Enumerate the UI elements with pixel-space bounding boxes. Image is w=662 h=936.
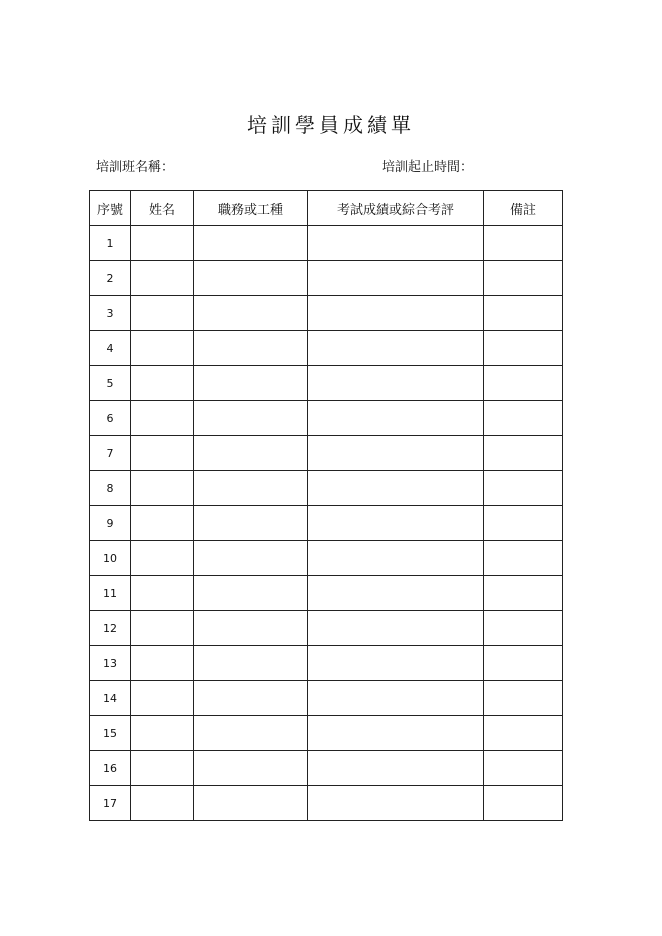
table-body — [90, 226, 563, 821]
name-cell[interactable] — [131, 751, 194, 786]
score-cell[interactable] — [308, 646, 484, 681]
serial-number-cell: 12 — [90, 611, 131, 646]
serial-number-cell: 4 — [90, 331, 131, 366]
header-name: 姓名 — [131, 191, 194, 226]
score-cell[interactable] — [308, 366, 484, 401]
score-cell[interactable] — [308, 506, 484, 541]
serial-number-cell: 1 — [90, 226, 131, 261]
header-score: 考試成績或綜合考評 — [308, 191, 484, 226]
position-cell[interactable] — [194, 471, 308, 506]
position-cell[interactable] — [194, 261, 308, 296]
table-row — [90, 226, 563, 261]
name-cell[interactable] — [131, 611, 194, 646]
serial-number-cell: 3 — [90, 296, 131, 331]
score-cell[interactable] — [308, 576, 484, 611]
serial-number-cell: 11 — [90, 576, 131, 611]
name-cell[interactable] — [131, 646, 194, 681]
table-row — [90, 471, 563, 506]
table-row — [90, 681, 563, 716]
remarks-cell[interactable] — [484, 506, 563, 541]
name-cell[interactable] — [131, 226, 194, 261]
name-cell[interactable] — [131, 506, 194, 541]
score-cell[interactable] — [308, 226, 484, 261]
score-cell[interactable] — [308, 716, 484, 751]
serial-number-cell: 2 — [90, 261, 131, 296]
serial-number-cell: 6 — [90, 401, 131, 436]
position-cell[interactable] — [194, 576, 308, 611]
name-cell[interactable] — [131, 471, 194, 506]
position-cell[interactable] — [194, 506, 308, 541]
table-row — [90, 541, 563, 576]
remarks-cell[interactable] — [484, 541, 563, 576]
score-cell[interactable] — [308, 296, 484, 331]
remarks-cell[interactable] — [484, 261, 563, 296]
remarks-cell[interactable] — [484, 226, 563, 261]
serial-number-cell: 7 — [90, 436, 131, 471]
remarks-cell[interactable] — [484, 296, 563, 331]
training-class-name-label: 培訓班名稱： — [96, 160, 175, 175]
remarks-cell[interactable] — [484, 786, 563, 821]
name-cell[interactable] — [131, 401, 194, 436]
score-cell[interactable] — [308, 261, 484, 296]
remarks-cell[interactable] — [484, 751, 563, 786]
score-cell[interactable] — [308, 436, 484, 471]
position-cell[interactable] — [194, 296, 308, 331]
name-cell[interactable] — [131, 541, 194, 576]
table-row — [90, 576, 563, 611]
score-cell[interactable] — [308, 331, 484, 366]
position-cell[interactable] — [194, 716, 308, 751]
score-cell[interactable] — [308, 786, 484, 821]
serial-number-cell: 16 — [90, 751, 131, 786]
name-cell[interactable] — [131, 366, 194, 401]
position-cell[interactable] — [194, 366, 308, 401]
position-cell[interactable] — [194, 786, 308, 821]
remarks-cell[interactable] — [484, 471, 563, 506]
table-row — [90, 506, 563, 541]
name-cell[interactable] — [131, 786, 194, 821]
remarks-cell[interactable] — [484, 576, 563, 611]
serial-number-cell: 8 — [90, 471, 131, 506]
remarks-cell[interactable] — [484, 401, 563, 436]
position-cell[interactable] — [194, 646, 308, 681]
serial-number-cell: 5 — [90, 366, 131, 401]
grade-table — [89, 190, 563, 821]
remarks-cell[interactable] — [484, 436, 563, 471]
header-position: 職務或工種 — [194, 191, 308, 226]
table-row — [90, 366, 563, 401]
name-cell[interactable] — [131, 576, 194, 611]
table-row — [90, 261, 563, 296]
table-row — [90, 331, 563, 366]
table-row — [90, 611, 563, 646]
serial-number-cell: 15 — [90, 716, 131, 751]
name-cell[interactable] — [131, 436, 194, 471]
remarks-cell[interactable] — [484, 366, 563, 401]
position-cell[interactable] — [194, 681, 308, 716]
table-row — [90, 786, 563, 821]
position-cell[interactable] — [194, 611, 308, 646]
table-row — [90, 296, 563, 331]
name-cell[interactable] — [131, 716, 194, 751]
remarks-cell[interactable] — [484, 646, 563, 681]
position-cell[interactable] — [194, 436, 308, 471]
score-cell[interactable] — [308, 751, 484, 786]
position-cell[interactable] — [194, 401, 308, 436]
table-row — [90, 716, 563, 751]
serial-number-cell: 17 — [90, 786, 131, 821]
remarks-cell[interactable] — [484, 681, 563, 716]
score-cell[interactable] — [308, 401, 484, 436]
position-cell[interactable] — [194, 226, 308, 261]
header-serial-number: 序號 — [90, 191, 131, 226]
header-remarks: 備註 — [484, 191, 563, 226]
serial-number-cell: 10 — [90, 541, 131, 576]
name-cell[interactable] — [131, 331, 194, 366]
table-header-row — [90, 191, 563, 226]
remarks-cell[interactable] — [484, 331, 563, 366]
table-row — [90, 646, 563, 681]
position-cell[interactable] — [194, 331, 308, 366]
document-title: 培訓學員成績單 — [247, 113, 415, 137]
score-cell[interactable] — [308, 471, 484, 506]
training-period-label: 培訓起止時間： — [382, 160, 474, 175]
serial-number-cell: 9 — [90, 506, 131, 541]
serial-number-cell: 14 — [90, 681, 131, 716]
name-cell[interactable] — [131, 261, 194, 296]
table-row — [90, 401, 563, 436]
table-row — [90, 751, 563, 786]
serial-number-cell: 13 — [90, 646, 131, 681]
position-cell[interactable] — [194, 751, 308, 786]
score-cell[interactable] — [308, 611, 484, 646]
name-cell[interactable] — [131, 296, 194, 331]
score-cell[interactable] — [308, 541, 484, 576]
remarks-cell[interactable] — [484, 611, 563, 646]
remarks-cell[interactable] — [484, 716, 563, 751]
score-cell[interactable] — [308, 681, 484, 716]
name-cell[interactable] — [131, 681, 194, 716]
table-row — [90, 436, 563, 471]
position-cell[interactable] — [194, 541, 308, 576]
